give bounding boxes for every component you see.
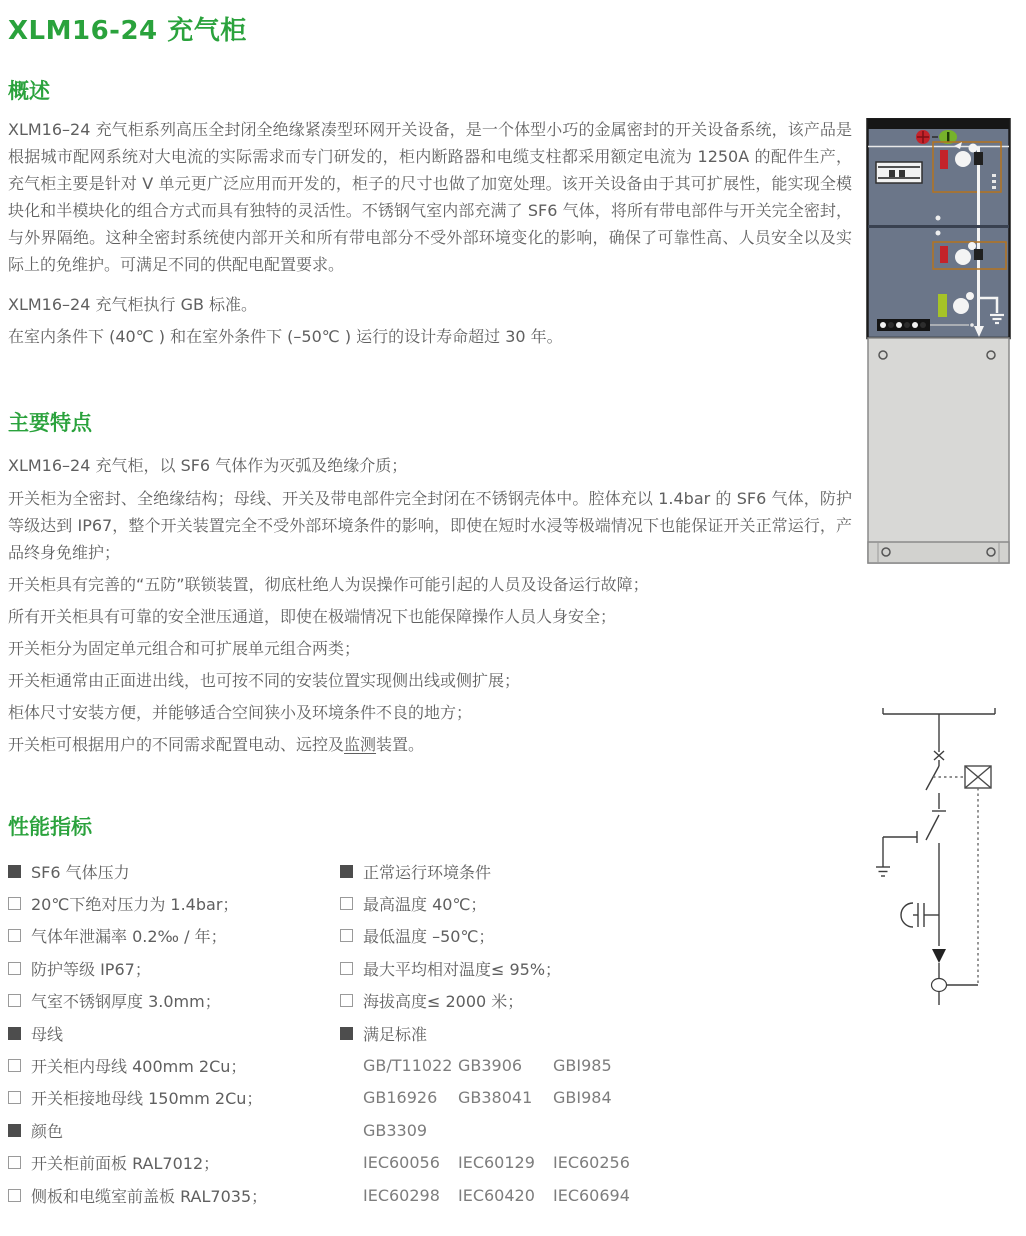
spec-cell [8,1086,340,1109]
performance-spec-table [8,855,856,1211]
open-square-icon [8,897,21,910]
spec-label: 最大平均相对温度≤ 95%； [363,959,562,979]
plinth [868,542,1009,563]
switch-blade [926,766,939,790]
spec-cell [8,860,340,883]
spec-label: 满足标准 [363,1024,428,1044]
feature-item: 开关柜具有完善的“五防”联锁装置，彻底杜绝人为误操作可能引起的人员及设备运行故障； [8,575,649,594]
spec-cell [8,1054,340,1077]
spec-label: 最低温度 –50℃； [363,927,495,947]
spec-label: 气室不锈钢厚度 3.0mm； [31,992,221,1012]
lower-gray-panel [868,338,1009,563]
spec-row [8,1049,856,1081]
standards-cell: GBI984 [553,1088,612,1108]
open-square-icon [340,929,353,942]
spec-row [8,855,856,887]
section-heading-performance: 性能指标 [8,815,92,839]
switch-blade [926,815,939,840]
overview-service-life-line: 在室内条件下 (40℃ ) 和在室外条件下 (–50℃ ) 运行的设计寿命超过 30 年。 [8,327,563,346]
green-label [938,294,947,317]
page-title: XLM16-24 充气柜 [8,16,247,46]
feature-item [8,731,856,758]
single-line-diagram [873,697,1025,1027]
features-list [8,452,856,758]
spec-label: 侧板和电缆室前盖板 RAL7035； [31,1186,268,1206]
spec-cell [8,892,340,915]
ct-circle-icon [932,979,947,992]
feature-text: 装置。 [376,735,425,754]
standards-row [340,1186,856,1205]
spec-cell [340,924,856,947]
standards-cell: GB/T11022 [363,1056,453,1076]
standards-cell: IEC60056 [363,1153,440,1173]
open-square-icon [8,929,21,942]
feature-text-underlined: 监测 [344,735,377,754]
standards-cell: GB3309 [363,1120,428,1140]
spec-row [8,985,856,1017]
standards-cell: IEC60694 [553,1185,630,1205]
standards-cell: IEC60129 [458,1153,535,1173]
bus-block [974,152,983,165]
feature-item: 所有开关柜具有可靠的安全泄压通道，即使在极端情况下也能保障操作人员人身安全； [8,607,617,626]
standards-cell: IEC60256 [553,1153,630,1173]
spec-row [8,887,856,919]
spec-cell [8,957,340,980]
single-line-diagram-figure [873,697,1025,1027]
cabinet-front-figure [866,118,1011,564]
feature-item: 开关柜为全密封、全绝缘结构；母线、开关及带电部件完全封闭在不锈钢壳体中。腔体充以 1.4bar 的 SF6 气体，防护等级达到 IP67，整个开关装置完全不受外部环境条件的影响，即使在短时水浸等极端情况下也能保证开关正常运行，产品终身免维护； [8,489,852,562]
spec-cell [8,1119,340,1142]
mimic-bus-line [977,147,980,333]
standards-cell: GB16926 [363,1088,438,1108]
standards-row [340,1088,856,1107]
open-square-icon [8,1156,21,1169]
section-heading-features: 主要特点 [8,411,92,435]
filled-square-icon [8,1124,21,1137]
standards-cell: IEC60298 [363,1185,440,1205]
standards-row [340,1056,856,1075]
standards-row [340,1121,856,1140]
red-label [940,246,948,263]
open-square-icon [8,962,21,975]
nameplate [876,162,922,183]
filled-square-icon [340,1027,353,1040]
spec-row [8,920,856,952]
spec-label: 开关柜前面板 RAL7012； [31,1154,220,1174]
cabinet-front-drawing [866,118,1011,564]
standards-cell: IEC60420 [458,1185,535,1205]
top-black-band [868,119,1009,129]
spec-label: SF6 气体压力 [31,862,130,882]
earth-symbol-icon [876,867,890,876]
earth-branch [876,831,917,876]
open-square-icon [8,994,21,1007]
spec-row [8,1179,856,1211]
open-square-icon [340,994,353,1007]
feature-text: 开关柜可根据用户的不同需求配置电动、远控及 [8,735,345,754]
overview-paragraph: XLM16–24 充气柜系列高压全封闭全绝缘紧凑型环网开关设备，是一个体型小巧的金属密封的开关设备系统，该产品是根据城市配网系统对大电流的实际需求而专门研发的，柜内断路器和电缆支柱都采用额定电流为 1250A 的配件生产，充气柜主要是针对 V 单元更广泛应用而开发的，柜子的尺寸也做了加宽处理。该开关设备由于其可扩展性，能实现全模块化和半模块化的组合方式而具有独特的灵活性。不锈钢气室内部充满了 SF6 气体，将所有带电部件与开关完全密封，与外界隔绝。这种全密封系统使内部开关和所有带电部分不受外部环境变化的影响，确保了可靠性高、人员安全以及实际上的免维护。可满足不同的供配电配置要求。 [8,120,852,274]
filled-square-icon [340,865,353,878]
spec-label: 最高温度 40℃； [363,895,487,915]
spec-cell [340,989,856,1012]
feature-item: XLM16–24 充气柜，以 SF6 气体作为灭弧及绝缘介质； [8,456,408,475]
spec-cell [8,989,340,1012]
red-label [940,150,948,169]
feature-item: 柜体尺寸安装方便，并能够适合空间狭小及环境条件不良的地方； [8,703,473,722]
spec-cell [340,892,856,915]
open-square-icon [340,962,353,975]
feature-item: 开关柜分为固定单元组合和可扩展单元组合两类； [8,639,361,658]
spec-cell [8,1184,340,1207]
spec-row [8,1017,856,1049]
spec-cell [340,957,856,980]
open-square-icon [8,1059,21,1072]
disconnect-x-icon [934,751,944,760]
open-square-icon [8,1189,21,1202]
spec-cell [8,1022,340,1045]
cable-arrow-icon [932,949,946,963]
standards-cell: GB3906 [458,1056,523,1076]
spec-cell [340,860,856,883]
spec-row [8,1114,856,1146]
spec-label: 开关柜内母线 400mm 2Cu； [31,1057,247,1077]
spec-row [8,1082,856,1114]
spec-cell [8,924,340,947]
open-square-icon [340,897,353,910]
filled-square-icon [8,1027,21,1040]
section-heading-overview: 概述 [8,79,50,103]
standards-cell: GB38041 [458,1088,533,1108]
spec-label: 母线 [31,1024,64,1044]
spec-label: 防护等级 IP67； [31,959,151,979]
compartment-divider [868,225,1009,228]
overview-standard-line: XLM16–24 充气柜执行 GB 标准。 [8,295,258,314]
feature-item: 开关柜通常由正面进出线，也可按不同的安装位置实现侧出线或侧扩展； [8,671,521,690]
spec-label: 气体年泄漏率 0.2‰ / 年； [31,927,227,947]
fuse-box-icon [965,766,991,788]
spec-label: 开关柜接地母线 150mm 2Cu； [31,1089,263,1109]
open-square-icon [8,1091,21,1104]
spec-cell [340,1022,856,1045]
filled-square-icon [8,865,21,878]
spec-row [8,952,856,984]
spec-label: 正常运行环境条件 [363,862,492,882]
spec-cell [8,1151,340,1174]
standards-cell: GBI985 [553,1056,612,1076]
document-body [8,14,856,1211]
spec-row [8,1147,856,1179]
spec-label: 颜色 [31,1121,64,1141]
spec-label: 20℃下绝对压力为 1.4bar； [31,895,239,915]
capacitor-test-point [901,903,939,927]
spec-label: 海拔高度≤ 2000 米； [363,992,524,1012]
standards-row [340,1153,856,1172]
